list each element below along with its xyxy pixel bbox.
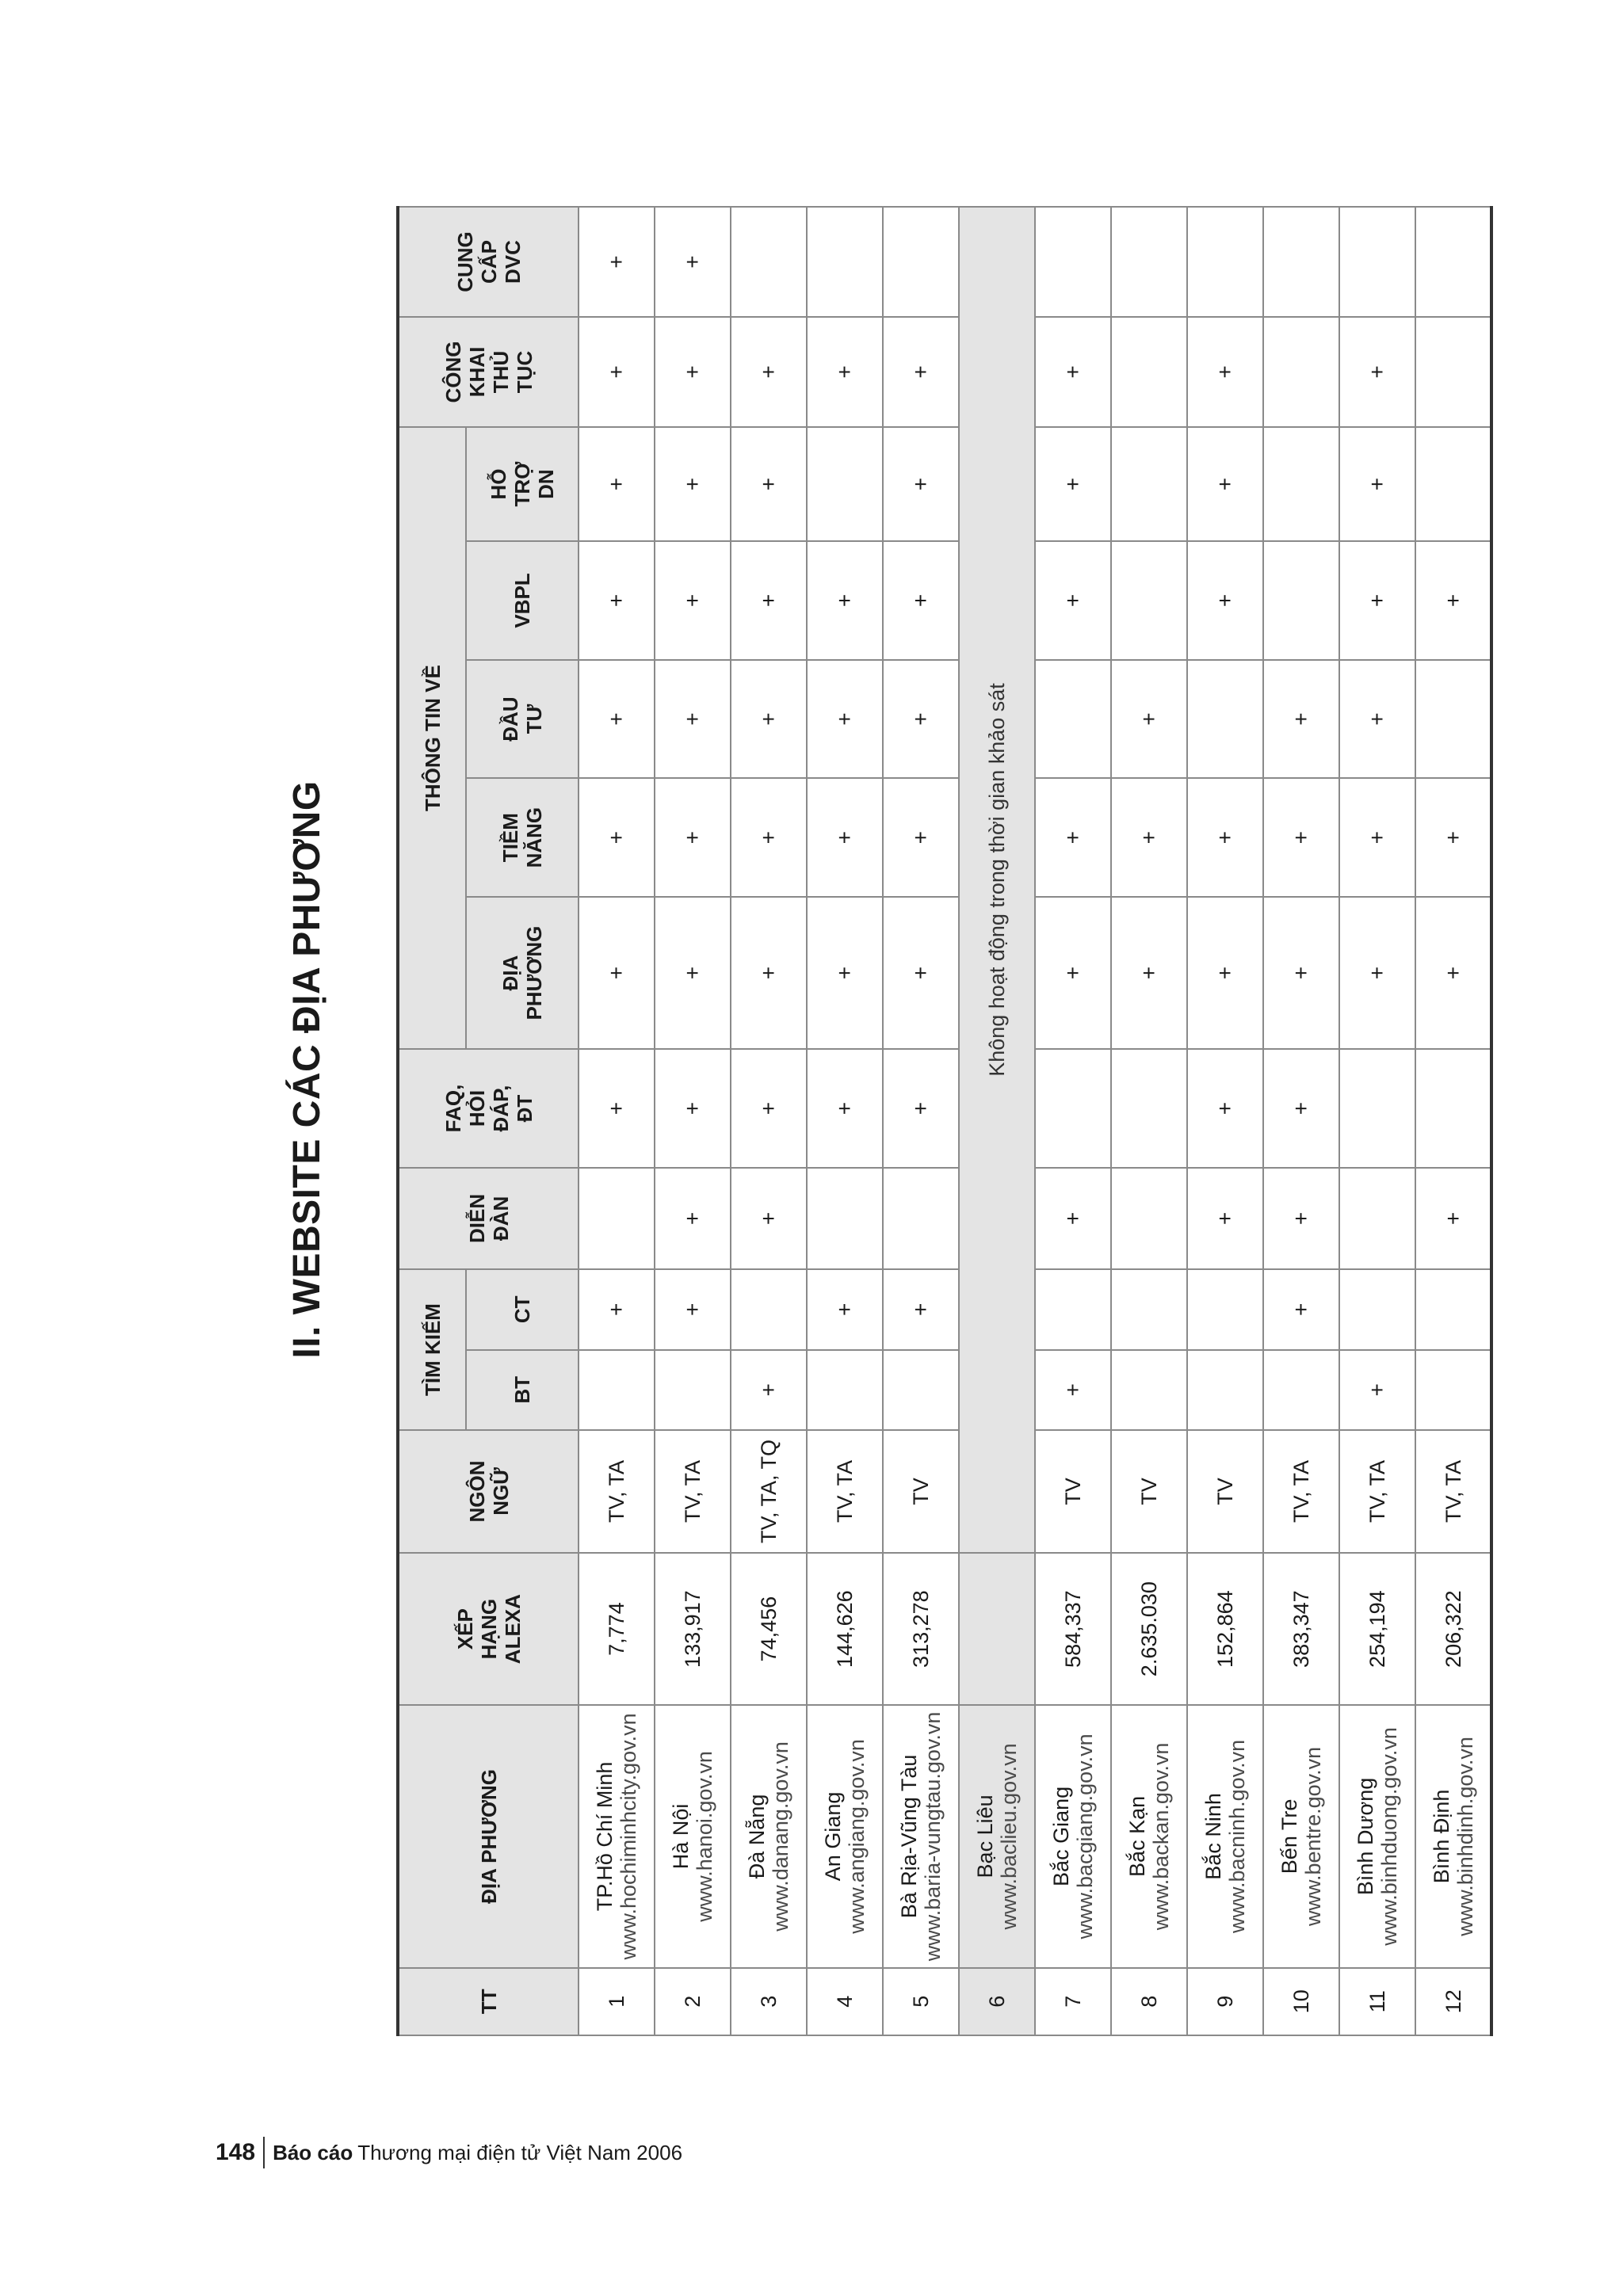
- section-title: II. WEBSITE CÁC ĐỊA PHƯƠNG: [286, 780, 328, 1359]
- cell-xep-hang: 144,626: [807, 1553, 883, 1705]
- cell-tn: +: [1415, 778, 1491, 897]
- header-xep-hang-alexa: [398, 1553, 579, 1705]
- cell-faq: [1339, 1049, 1415, 1168]
- header-tiem-nang: [466, 778, 579, 897]
- cell-faq: +: [1263, 1049, 1339, 1168]
- cell-ct: +: [579, 1269, 655, 1350]
- locality-url[interactable]: www.baclieu.gov.vn: [997, 1743, 1021, 1930]
- locality-name: TP.Hồ Chí Minh: [593, 1761, 617, 1912]
- cell-ht: +: [1339, 427, 1415, 541]
- header-line: TIỀM: [498, 813, 522, 863]
- cell-tn: +: [1035, 778, 1111, 897]
- cell-vbpl: +: [655, 541, 731, 660]
- cell-ct: +: [883, 1269, 959, 1350]
- cell-bt: +: [1035, 1350, 1111, 1431]
- report-title: Thương mại điện tử Việt Nam 2006: [357, 2140, 683, 2164]
- locality-name: Bến Tre: [1277, 1798, 1301, 1875]
- header-line: THỦ: [488, 350, 513, 394]
- cell-ck: +: [883, 317, 959, 427]
- cell-bt: +: [731, 1350, 807, 1431]
- cell-bt: [1263, 1350, 1339, 1431]
- cell-ct: [1339, 1269, 1415, 1350]
- header-line: ĐẦU: [498, 696, 522, 742]
- locality-url[interactable]: www.baria-vungtau.gov.vn: [921, 1711, 945, 1962]
- header-faq: [398, 1049, 579, 1168]
- cell-ct: [1111, 1269, 1187, 1350]
- cell-dp: +: [807, 897, 883, 1049]
- locality-url[interactable]: www.hochiminhcity.gov.vn: [617, 1713, 640, 1960]
- header-vbpl: VBPL: [466, 541, 579, 660]
- header-line: XẾP: [453, 1608, 477, 1650]
- cell-ht: +: [1035, 427, 1111, 541]
- cell-vbpl: +: [807, 541, 883, 660]
- header-line: NGÔN: [464, 1460, 489, 1523]
- cell-ct: [731, 1269, 807, 1350]
- cell-dd: [807, 1168, 883, 1269]
- cell-ck: +: [1035, 317, 1111, 427]
- cell-vbpl: +: [1339, 541, 1415, 660]
- cell-faq: [1415, 1049, 1491, 1168]
- rotated-page-content: [0, 71, 1477, 2068]
- cell-ck: +: [579, 317, 655, 427]
- cell-dia-phuong: [1035, 1705, 1111, 1967]
- cell-bt: +: [1339, 1350, 1415, 1431]
- cell-ngon-ngu: TV, TA: [1339, 1430, 1415, 1553]
- cell-xep-hang: 74,456: [731, 1553, 807, 1705]
- cell-tn: +: [1111, 778, 1187, 897]
- cell-ck: +: [731, 317, 807, 427]
- header-dau-tu: [466, 660, 579, 779]
- locality-name: Bà Rịa-Vũng Tàu: [897, 1754, 921, 1919]
- cell-ngon-ngu: TV, TA, TQ: [731, 1430, 807, 1553]
- cell-tt: 3: [731, 1968, 807, 2035]
- cell-xep-hang: 254,194: [1339, 1553, 1415, 1705]
- table-row: [579, 207, 655, 2035]
- cell-ck: [1263, 317, 1339, 427]
- cell-tt: 4: [807, 1968, 883, 2035]
- cell-vbpl: +: [883, 541, 959, 660]
- cell-dt: +: [883, 660, 959, 779]
- cell-faq: +: [807, 1049, 883, 1168]
- cell-ngon-ngu: TV: [1111, 1430, 1187, 1553]
- cell-vbpl: +: [579, 541, 655, 660]
- header-line: TƯ: [522, 704, 546, 734]
- cell-vbpl: +: [1035, 541, 1111, 660]
- cell-bt: [1187, 1350, 1263, 1431]
- header-line: DVC: [500, 240, 525, 284]
- header-ct: CT: [466, 1269, 579, 1350]
- cell-dp: +: [1035, 897, 1111, 1049]
- locality-url[interactable]: www.danang.gov.vn: [769, 1741, 792, 1932]
- cell-dd: +: [655, 1168, 731, 1269]
- cell-ck: +: [1339, 317, 1415, 427]
- cell-dt: +: [579, 660, 655, 779]
- cell-ht: +: [731, 427, 807, 541]
- cell-cc: [883, 207, 959, 317]
- cell-tt: 5: [883, 1968, 959, 2035]
- cell-dt: [1415, 660, 1491, 779]
- cell-dt: [1187, 660, 1263, 779]
- header-line: ALEXA: [500, 1594, 525, 1665]
- table-row: [1263, 207, 1339, 2035]
- cell-cc: [1035, 207, 1111, 317]
- cell-dia-phuong: [959, 1705, 1035, 1967]
- header-line: ĐÁP,: [488, 1085, 513, 1132]
- header-line: NGỮ: [488, 1467, 513, 1516]
- header-line: HỖ: [487, 468, 510, 500]
- header-line: FAQ,: [441, 1084, 465, 1133]
- cell-dd: +: [1035, 1168, 1111, 1269]
- cell-dt: +: [655, 660, 731, 779]
- header-line: PHƯƠNG: [522, 925, 546, 1020]
- table-row: [1111, 207, 1187, 2035]
- cell-dd: +: [1187, 1168, 1263, 1269]
- cell-cc: +: [579, 207, 655, 317]
- cell-ht: +: [883, 427, 959, 541]
- cell-tn: +: [1339, 778, 1415, 897]
- local-websites-table: [396, 206, 1493, 2036]
- cell-vbpl: +: [731, 541, 807, 660]
- cell-ngon-ngu: TV, TA: [655, 1430, 731, 1553]
- cell-cc: [807, 207, 883, 317]
- header-line: DN: [534, 469, 558, 499]
- locality-url[interactable]: www.bentre.gov.vn: [1301, 1746, 1325, 1926]
- cell-ngon-ngu: TV, TA: [1263, 1430, 1339, 1553]
- cell-tn: +: [883, 778, 959, 897]
- cell-dia-phuong: [1339, 1705, 1415, 1967]
- cell-ht: [807, 427, 883, 541]
- cell-tt: 8: [1111, 1968, 1187, 2035]
- header-line: CUNG: [453, 231, 477, 292]
- locality-name: Bình Định: [1429, 1789, 1453, 1884]
- locality-url[interactable]: www.hanoi.gov.vn: [693, 1751, 716, 1922]
- cell-dt: +: [1339, 660, 1415, 779]
- table-row: [1187, 207, 1263, 2035]
- cell-cc: [1111, 207, 1187, 317]
- header-line: TRỢ: [510, 461, 534, 507]
- cell-tn: +: [1187, 778, 1263, 897]
- locality-url[interactable]: www.binhdinh.gov.vn: [1453, 1737, 1477, 1936]
- cell-dd: [1339, 1168, 1415, 1269]
- cell-ck: +: [655, 317, 731, 427]
- cell-vbpl: +: [1187, 541, 1263, 660]
- header-line: TỤC: [512, 350, 537, 394]
- cell-dia-phuong: [1263, 1705, 1339, 1967]
- cell-cc: [1415, 207, 1491, 317]
- cell-ck: [1415, 317, 1491, 427]
- table-header: [398, 207, 579, 2035]
- locality-name: Hà Nội: [669, 1803, 693, 1870]
- header-cung-cap-dvc: [398, 207, 579, 317]
- report-label: Báo cáo: [273, 2140, 353, 2164]
- cell-xep-hang: [959, 1553, 1035, 1705]
- cell-ct: [1035, 1269, 1111, 1350]
- table-row: [807, 207, 883, 2035]
- locality-name: An Giang: [821, 1791, 845, 1882]
- locality-url[interactable]: www.bacgiang.gov.vn: [1073, 1733, 1097, 1939]
- cell-cc: [1339, 207, 1415, 317]
- cell-cc: [1187, 207, 1263, 317]
- cell-ht: [1415, 427, 1491, 541]
- cell-bt: [1415, 1350, 1491, 1431]
- page-number: 148: [216, 2137, 265, 2168]
- locality-url[interactable]: www.bacninh.gov.vn: [1225, 1739, 1249, 1933]
- locality-name: Bạc Liêu: [973, 1794, 997, 1878]
- cell-bt: [579, 1350, 655, 1431]
- header-line: CÔNG: [441, 341, 465, 403]
- cell-dt: +: [807, 660, 883, 779]
- cell-dt: +: [731, 660, 807, 779]
- cell-ht: +: [579, 427, 655, 541]
- cell-ngon-ngu: TV, TA: [807, 1430, 883, 1553]
- cell-cc: +: [655, 207, 731, 317]
- header-line: ĐÀN: [488, 1196, 513, 1241]
- table-row: [959, 207, 1035, 2035]
- cell-bt: [807, 1350, 883, 1431]
- cell-ct: [1187, 1269, 1263, 1350]
- cell-ht: [1111, 427, 1187, 541]
- header-line: HỎI: [464, 1089, 489, 1127]
- cell-dia-phuong: [579, 1705, 655, 1967]
- cell-faq: +: [1187, 1049, 1263, 1168]
- cell-faq: +: [731, 1049, 807, 1168]
- cell-ngon-ngu: TV: [883, 1430, 959, 1553]
- cell-dia-phuong: [731, 1705, 807, 1967]
- cell-ngon-ngu: TV, TA: [1415, 1430, 1491, 1553]
- header-ngon-ngu: [398, 1430, 579, 1553]
- cell-tn: +: [731, 778, 807, 897]
- cell-dd: [579, 1168, 655, 1269]
- cell-dd: [883, 1168, 959, 1269]
- header-line: ĐỊA: [498, 955, 522, 991]
- locality-name: Bắc Giang: [1049, 1786, 1073, 1886]
- cell-tt: 2: [655, 1968, 731, 2035]
- cell-tt: 12: [1415, 1968, 1491, 2035]
- table-row: [883, 207, 959, 2035]
- cell-ht: [1263, 427, 1339, 541]
- cell-xep-hang: 2.635.030: [1111, 1553, 1187, 1705]
- cell-dt: [1035, 660, 1111, 779]
- cell-ct: +: [655, 1269, 731, 1350]
- header-line: HẠNG: [476, 1598, 501, 1660]
- cell-bt: [883, 1350, 959, 1431]
- cell-dia-phuong: [1415, 1705, 1491, 1967]
- cell-ht: +: [1187, 427, 1263, 541]
- page-footer: [216, 2133, 682, 2172]
- cell-ck: +: [1187, 317, 1263, 427]
- header-tim-kiem: TÌM KIẾM: [398, 1269, 466, 1430]
- cell-dp: +: [655, 897, 731, 1049]
- cell-ct: +: [1263, 1269, 1339, 1350]
- cell-dd: +: [1263, 1168, 1339, 1269]
- header-thong-tin-ve: THÔNG TIN VỀ: [398, 427, 466, 1049]
- cell-ngon-ngu: TV: [1187, 1430, 1263, 1553]
- table-row: [1035, 207, 1111, 2035]
- header-cong-khai-thu-tuc: [398, 317, 579, 427]
- cell-dp: +: [1187, 897, 1263, 1049]
- cell-tn: +: [1263, 778, 1339, 897]
- inactive-note: Không hoạt động trong thời gian khảo sát: [959, 207, 1035, 1553]
- locality-url[interactable]: www.angiang.gov.vn: [845, 1739, 869, 1934]
- locality-name: Bình Dương: [1354, 1777, 1377, 1896]
- cell-xep-hang: 584,337: [1035, 1553, 1111, 1705]
- cell-dp: +: [1263, 897, 1339, 1049]
- table-row: [1339, 207, 1415, 2035]
- cell-vbpl: [1111, 541, 1187, 660]
- cell-dp: +: [731, 897, 807, 1049]
- header-line: KHAI: [464, 346, 489, 398]
- cell-dp: +: [579, 897, 655, 1049]
- header-dien-dan: [398, 1168, 579, 1269]
- cell-tt: 9: [1187, 1968, 1263, 2035]
- cell-bt: [1111, 1350, 1187, 1431]
- cell-ngon-ngu: TV: [1035, 1430, 1111, 1553]
- cell-dia-phuong: [883, 1705, 959, 1967]
- cell-tt: 6: [959, 1968, 1035, 2035]
- table-body: [579, 207, 1491, 2035]
- cell-xep-hang: 206,322: [1415, 1553, 1491, 1705]
- cell-ct: [1415, 1269, 1491, 1350]
- cell-dt: +: [1111, 660, 1187, 779]
- cell-tn: +: [655, 778, 731, 897]
- cell-faq: +: [579, 1049, 655, 1168]
- cell-faq: [1035, 1049, 1111, 1168]
- table-row: [655, 207, 731, 2035]
- cell-faq: [1111, 1049, 1187, 1168]
- cell-dd: +: [731, 1168, 807, 1269]
- cell-xep-hang: 7,774: [579, 1553, 655, 1705]
- cell-cc: [731, 207, 807, 317]
- cell-ct: +: [807, 1269, 883, 1350]
- cell-vbpl: [1263, 541, 1339, 660]
- cell-dp: +: [1339, 897, 1415, 1049]
- cell-ck: [1111, 317, 1187, 427]
- header-ho-tro-dn: [466, 427, 579, 541]
- cell-dia-phuong: [807, 1705, 883, 1967]
- header-line: NĂNG: [522, 807, 546, 868]
- cell-ngon-ngu: TV, TA: [579, 1430, 655, 1553]
- cell-tt: 1: [579, 1968, 655, 2035]
- cell-dp: +: [1111, 897, 1187, 1049]
- cell-tt: 7: [1035, 1968, 1111, 2035]
- header-bt: BT: [466, 1350, 579, 1431]
- header-line: DIỄN: [464, 1193, 489, 1243]
- locality-name: Bắc Kạn: [1125, 1795, 1149, 1877]
- cell-faq: +: [655, 1049, 731, 1168]
- cell-ht: +: [655, 427, 731, 541]
- cell-tn: +: [579, 778, 655, 897]
- cell-bt: [655, 1350, 731, 1431]
- table-row: [1415, 207, 1491, 2035]
- cell-xep-hang: 133,917: [655, 1553, 731, 1705]
- cell-dd: [1111, 1168, 1187, 1269]
- cell-xep-hang: 152,864: [1187, 1553, 1263, 1705]
- locality-url[interactable]: www.binhduong.gov.vn: [1377, 1727, 1401, 1946]
- cell-ck: +: [807, 317, 883, 427]
- locality-name: Bắc Ninh: [1201, 1793, 1225, 1880]
- cell-dia-phuong: [1111, 1705, 1187, 1967]
- cell-cc: [1263, 207, 1339, 317]
- cell-dt: +: [1263, 660, 1339, 779]
- cell-vbpl: +: [1415, 541, 1491, 660]
- cell-dp: +: [883, 897, 959, 1049]
- cell-dia-phuong: [655, 1705, 731, 1967]
- table-row: [731, 207, 807, 2035]
- locality-name: Đà Nẵng: [745, 1794, 769, 1879]
- locality-url[interactable]: www.backan.gov.vn: [1149, 1742, 1173, 1931]
- cell-xep-hang: 383,347: [1263, 1553, 1339, 1705]
- cell-tt: 10: [1263, 1968, 1339, 2035]
- cell-dia-phuong: [1187, 1705, 1263, 1967]
- cell-dp: +: [1415, 897, 1491, 1049]
- header-line: CẤP: [476, 240, 501, 284]
- header-tt: TT: [398, 1968, 579, 2035]
- cell-faq: +: [883, 1049, 959, 1168]
- cell-xep-hang: 313,278: [883, 1553, 959, 1705]
- header-dia-phuong: ĐỊA PHƯƠNG: [398, 1705, 579, 1967]
- cell-tt: 11: [1339, 1968, 1415, 2035]
- cell-tn: +: [807, 778, 883, 897]
- header-dia-phuong-info: [466, 897, 579, 1049]
- cell-dd: +: [1415, 1168, 1491, 1269]
- header-line: ĐT: [512, 1094, 537, 1123]
